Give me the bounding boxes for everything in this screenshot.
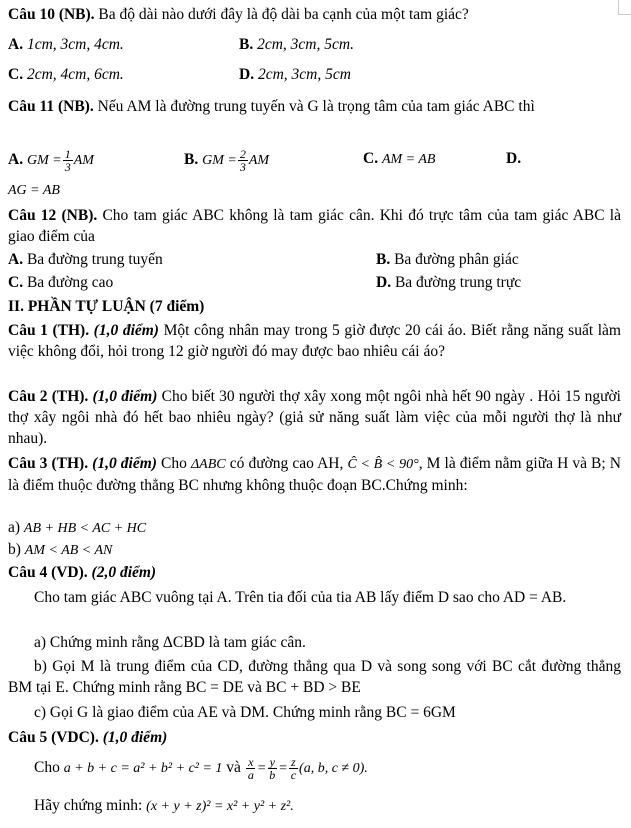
q11-d-line <box>8 179 621 201</box>
q11-b-rhs: AM <box>248 153 270 169</box>
p3-head: Câu 3 (TH). <box>8 455 89 472</box>
p5-fz-num: z <box>291 754 296 769</box>
p1-text: Một công nhân may trong 5 giờ được 20 cái áo. Biết rằng năng suất làm việc không đổi, hỏi trong 12 giờ người đó may được bao nhiêu cái áo? <box>8 322 621 360</box>
p5-fy-den: b <box>269 767 276 782</box>
p5-fx-num: x <box>248 754 254 769</box>
p4-intro: Cho tam giác ABC vuông tại A. Trên tia đối của tia AB lấy điểm D sao cho AD = AB. <box>34 589 567 606</box>
p4-b-block <box>8 656 621 698</box>
p2-text: Cho biết 30 người thợ xây xong một ngôi nhà hết 90 ngày . Hỏi 15 người thợ xây ngôi nhà đó hết bao nhiêu ngày? (giả sử năng suất làm việc của mỗi người thợ là như nhau). <box>8 388 621 447</box>
q11-a-rhs: AM <box>73 153 94 169</box>
p4-b: b) Gọi M là trung điểm của CD, đường thẳng qua D và song song với BC cắt đường thẳng BM tại E. Chứng minh rằng BC = DE và BC + BD > BE <box>8 658 621 696</box>
q11-stem <box>8 96 621 117</box>
q10-stem <box>8 4 621 25</box>
p5-fz-den: c <box>290 767 297 782</box>
q12-options-1 <box>8 249 621 271</box>
q10-b-value: 2cm, 3cm, 5cm. <box>257 36 354 53</box>
p5-eq2: (x + y + z)² = x² + y² + z². <box>146 799 294 814</box>
q11-b-den: 3 <box>239 160 246 174</box>
p1-block <box>8 320 621 362</box>
q11-b-label: B. <box>184 151 199 169</box>
q12-c-label: C. <box>8 274 24 291</box>
q12-b-value: Ba đường phân giác <box>390 251 519 268</box>
p4-a: a) Chứng minh rằng ΔCBD là tam giác cân. <box>34 634 306 651</box>
q12-d-value: Ba đường trung trực <box>391 274 522 291</box>
p3-t1: Cho <box>156 455 191 472</box>
q11-a-num: 1 <box>64 147 71 161</box>
p5-frac-z <box>289 756 298 781</box>
q11-b-num: 2 <box>239 147 246 161</box>
p3-triangle: ΔABC <box>190 457 226 472</box>
p4-intro-block <box>8 587 621 608</box>
q11-c-label: C. <box>363 150 379 167</box>
p3-b <box>8 539 621 561</box>
q10-b-label: B. <box>239 36 254 53</box>
q12-stem <box>8 205 621 247</box>
q11-a-fraction <box>63 148 73 173</box>
q10-a-value: 1cm, 3cm, 4cm. <box>26 36 124 53</box>
q11-b-fraction <box>238 148 248 173</box>
p5-eq1: a + b + c = a² + b² + c² = 1 <box>63 761 223 776</box>
p5-va: và <box>222 759 245 776</box>
p5-fx-den: a <box>247 767 254 782</box>
p5-cho: Cho <box>34 759 64 776</box>
p5-points: (1,0 điểm) <box>98 729 168 746</box>
q10-c-value: 2cm, 4cm, 6cm. <box>26 66 124 83</box>
p4-c: c) Gọi G là giao điểm của AE và DM. Chứng minh rằng BC = 6GM <box>34 704 456 721</box>
q10-options-2 <box>8 64 621 86</box>
q11-b-lhs: GM = <box>202 153 237 169</box>
p5-head: Câu 5 (VDC). <box>8 729 99 746</box>
p5-frac-y <box>267 756 277 781</box>
p3-b-label: b) <box>8 541 25 558</box>
p3-points: (1,0 điểm) <box>88 455 157 472</box>
q10-d-value: 2cm, 3cm, 5cm <box>257 66 351 83</box>
q11-text: Nếu AM là đường trung tuyến và G là trọng tâm của tam giác ABC thì <box>93 98 535 115</box>
q12-b-label: B. <box>376 251 391 268</box>
p1-head: Câu 1 (TH). <box>8 322 90 339</box>
q11-a-label: A. <box>8 151 24 169</box>
q10-options-1 <box>8 34 621 56</box>
q12-text: Cho tam giác ABC không là tam giác cân. Khi đó trực tâm của tam giác ABC là giao điểm của <box>8 207 621 245</box>
p1-points: (1,0 điểm) <box>89 322 159 339</box>
p3-inequality: Ĉ < B̂ < 90° <box>347 457 419 472</box>
p4-heading <box>8 562 621 583</box>
q11-d-value: AG = AB <box>8 183 60 198</box>
p3-b-value: AM < AB < AN <box>24 543 113 558</box>
p3-t3: , M là điểm nằm giữa H và B; N là điểm thuộc đường thẳng BC nhưng không thuộc đoạn BC.Chứng minh: <box>8 455 621 494</box>
q12-head: Câu 12 (NB). <box>8 207 98 224</box>
q11-d-label: D. <box>506 150 522 167</box>
q11-a-lhs: GM = <box>26 153 62 169</box>
p5-frac-x <box>246 756 256 781</box>
q12-c-value: Ba đường cao <box>23 274 114 291</box>
q10-text: Ba độ dài nào dưới đây là độ dài ba cạnh của một tam giác? <box>94 6 469 23</box>
p3-a-value: AB + HB < AC + HC <box>23 521 147 536</box>
p3-t2: có đường cao AH, <box>225 455 348 472</box>
part2-heading: II. PHẦN TỰ LUẬN (7 điểm) <box>8 298 205 315</box>
p5-fy-num: y <box>269 754 275 769</box>
q10-c-label: C. <box>8 66 24 83</box>
q11-a-den: 3 <box>64 160 71 174</box>
p4-c-block <box>8 702 621 723</box>
p4-a-block <box>8 632 621 653</box>
p3-a-label: a) <box>8 519 24 536</box>
p5-condition: (a, b, c ≠ 0). <box>299 761 368 776</box>
p2-block <box>8 386 621 449</box>
q10-d-label: D. <box>239 66 255 83</box>
p2-head: Câu 2 (TH). <box>8 388 89 405</box>
p3-a <box>8 517 621 539</box>
q10-head: Câu 10 (NB). <box>8 6 95 23</box>
p5-heading <box>8 727 621 748</box>
q11-c-value: AM = AB <box>381 152 436 167</box>
p5-given: Cho a + b + c = a² + b² + c² = 1 và $\frac{x}{a}$ = $\frac{y}{b}$ = $\frac{z}{c}$ (a, b, c ≠ 0). <box>34 754 368 782</box>
q12-options-2 <box>8 272 621 294</box>
p4-head: Câu 4 (VD). <box>8 564 88 581</box>
q11-options <box>8 144 621 178</box>
q12-a-label: A. <box>8 251 24 268</box>
q12-a-value: Ba đường trung tuyến <box>23 251 163 268</box>
q12-d-label: D. <box>376 274 392 291</box>
p4-points: (2,0 điểm) <box>87 564 157 581</box>
p2-points: (1,0 điểm) <box>88 388 158 405</box>
q10-a-label: A. <box>8 36 24 53</box>
p5-prove <box>8 795 621 817</box>
q11-head: Câu 11 (NB). <box>8 98 94 115</box>
p5-prove-label: Hãy chứng minh: <box>34 797 147 814</box>
p3-block <box>8 453 621 496</box>
